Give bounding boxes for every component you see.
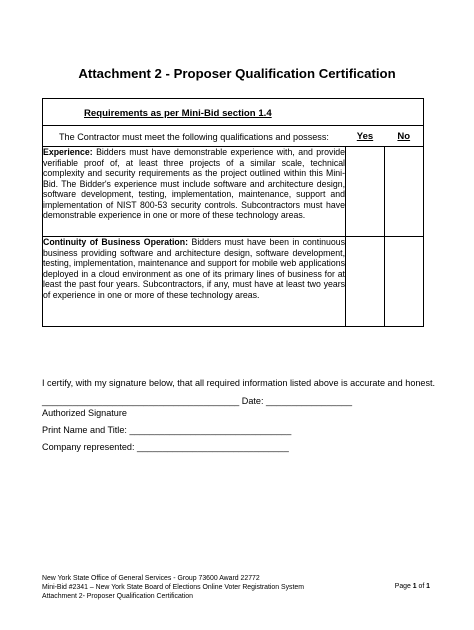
yes-checkbox-cell[interactable] — [346, 147, 385, 237]
table-header-cell — [43, 99, 424, 126]
requirement-cell-continuity — [43, 237, 346, 327]
page-number — [395, 583, 430, 590]
certification-statement: I certify, with my signature below, that all required information listed above is accurate and honest. — [42, 378, 436, 388]
no-checkbox-cell[interactable] — [385, 237, 424, 327]
table-intro-row — [43, 126, 424, 147]
page-of: of — [416, 583, 427, 590]
page-total: 1 — [426, 583, 430, 590]
signature-label: Authorized Signature — [42, 408, 127, 418]
yes-checkbox-cell[interactable] — [346, 237, 385, 327]
company-field[interactable]: Company represented: ______________________________ — [42, 442, 289, 452]
intro-cell — [43, 126, 346, 147]
table-header-title: Requirements as per Mini-Bid section 1.4 — [84, 108, 272, 119]
signature-date-line[interactable]: _______________________________________ Date: _________________ — [42, 396, 353, 406]
requirements-table — [42, 98, 424, 327]
requirement-text: Bidders must have been in continuous business providing software and architecture design, software development, testing, implementation, maintenance and support for mobile web applications deployed in a cloud environment as one of its primary lines of business for at least the past four years. Subcontractors, if any, must have at least two years of experience in one or more of these technology areas. — [43, 237, 346, 300]
page-prefix: Page — [394, 583, 413, 590]
print-name-field[interactable]: Print Name and Title: ________________________________ — [42, 425, 292, 435]
yes-column-header: Yes — [346, 126, 385, 147]
no-column-header: No — [385, 126, 424, 147]
table-row — [43, 237, 424, 327]
footer-line-3: Attachment 2- Proposer Qualification Certification — [42, 593, 193, 601]
requirement-text: Bidders must have demonstrable experience with, and provide verifiable proof of, at least three projects of a similar scale, technical complexity and security requirements as the project outlined within this Mini-Bid. The Bidder's experience must include software and architecture design, software development, testing, implementation, maintenance, support and implementation of NIST 800-53 security controls. Subcontractors must have demonstrable experience in one or more of these technology areas. — [43, 147, 345, 220]
requirement-cell-experience — [43, 147, 346, 237]
footer-line-2: Mini-Bid #2341 – New York State Board of Elections Online Voter Registration System — [42, 584, 304, 592]
intro-text: The Contractor must meet the following qualifications and possess: — [59, 132, 329, 142]
requirement-heading: Continuity of Business Operation: — [43, 237, 189, 247]
footer-line-1: New York State Office of General Services - Group 73600 Award 22772 — [42, 575, 260, 582]
table-header-row — [43, 99, 424, 126]
requirement-heading: Experience: — [43, 147, 93, 157]
table-row — [43, 147, 424, 237]
page-current: 1 — [412, 583, 417, 590]
document-title: Attachment 2 - Proposer Qualification Certification — [78, 66, 396, 81]
page-footer — [42, 574, 304, 602]
no-checkbox-cell[interactable] — [385, 147, 424, 237]
